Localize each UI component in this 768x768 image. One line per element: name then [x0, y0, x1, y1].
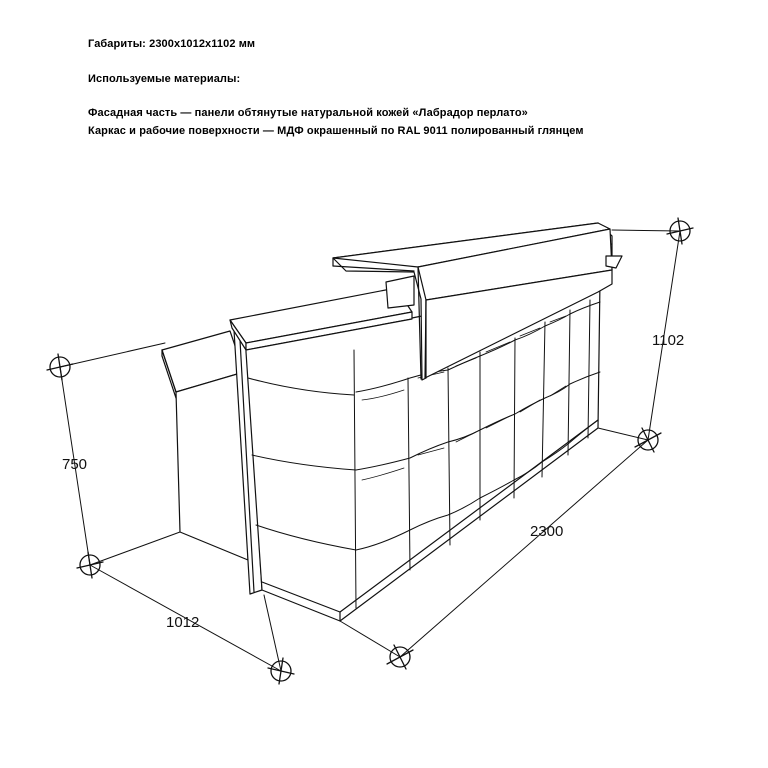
- desk-body: [162, 223, 622, 621]
- ext-line-bottom-left: [90, 532, 180, 565]
- frame-material-text: Каркас и рабочие поверхности — МДФ окрашенный по RAL 9011 полированный глянцем: [88, 125, 584, 137]
- crosshair-marker-750-top: [47, 354, 73, 380]
- crosshair-marker-1012: [268, 658, 294, 684]
- ext-line-corner-left: [264, 595, 281, 671]
- dimensions-text: Габариты: 2300х1012х1102 мм: [88, 38, 256, 50]
- left-wing-edge: [162, 350, 176, 392]
- dim-label-2300: 2300: [530, 523, 564, 540]
- crosshair-marker-750-bottom: [77, 552, 103, 578]
- ext-line-top-left: [60, 343, 165, 367]
- dim-label-750: 750: [62, 456, 88, 473]
- dim-label-1012: 1012: [166, 614, 200, 631]
- dim-label-1102: 1102: [652, 332, 685, 349]
- materials-title: Используемые материалы:: [88, 73, 241, 85]
- facade-material-text: Фасадная часть — панели обтянутые натуральной кожей «Лабрадор перлато»: [88, 107, 528, 119]
- counter-support: [386, 276, 414, 308]
- right-cap: [606, 256, 622, 268]
- left-wing-front: [176, 372, 248, 560]
